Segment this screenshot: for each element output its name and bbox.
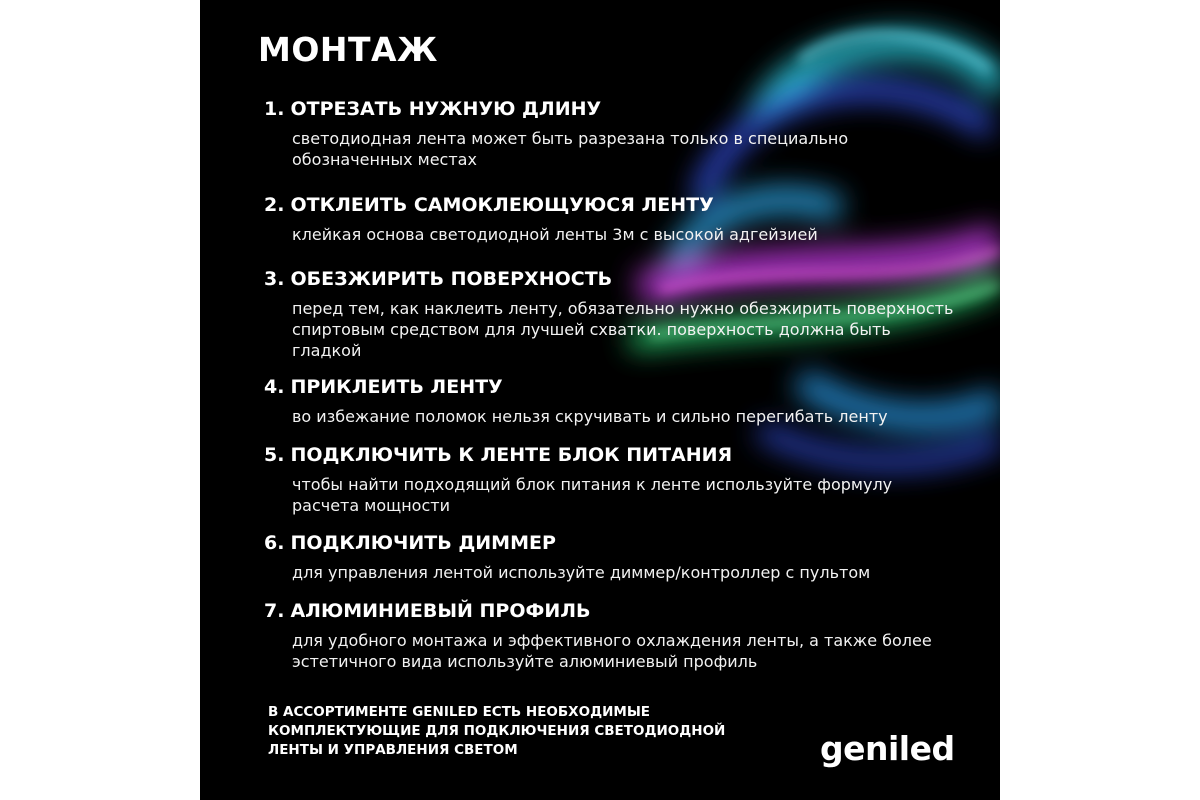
step-heading — [264, 442, 964, 468]
step-degrease-surface — [264, 266, 964, 361]
step-description-line: для удобного монтажа и эффективного охлаждения ленты, а также более — [292, 631, 932, 650]
step-description-line: клейкая основа светодиодной ленты 3м с высокой адгейзией — [292, 225, 818, 244]
step-aluminium-profile — [264, 598, 964, 672]
step-stick-tape — [264, 374, 964, 427]
step-description — [292, 298, 957, 361]
step-heading-text: ПОДКЛЮЧИТЬ ДИММЕР — [290, 532, 556, 554]
step-description-line: во избежание поломок нельзя скручивать и сильно перегибать ленту — [292, 407, 888, 426]
step-description — [292, 474, 957, 516]
step-connect-power-supply — [264, 442, 964, 516]
step-description-line: обозначенных местах — [292, 150, 477, 169]
step-heading-text: ОБЕЗЖИРИТЬ ПОВЕРХНОСТЬ — [290, 268, 613, 290]
step-number: 4. — [264, 376, 285, 398]
step-description-line: расчета мощности — [292, 496, 450, 515]
step-description-line: гладкой — [292, 341, 362, 360]
step-description — [292, 224, 957, 245]
step-description-line: эстетичного вида используйте алюминиевый профиль — [292, 652, 758, 671]
assortment-note-line: ЛЕНТЫ И УПРАВЛЕНИЯ СВЕТОМ — [268, 742, 518, 758]
step-heading-text: АЛЮМИНИЕВЫЙ ПРОФИЛЬ — [290, 600, 591, 622]
step-description — [292, 630, 957, 672]
step-heading-text: ПОДКЛЮЧИТЬ К ЛЕНТЕ БЛОК ПИТАНИЯ — [290, 444, 733, 466]
assortment-note — [268, 703, 738, 760]
step-description-line: для управления лентой используйте диммер/контроллер с пультом — [292, 563, 871, 582]
step-heading — [264, 266, 964, 292]
step-heading-text: ОТРЕЗАТЬ НУЖНУЮ ДЛИНУ — [290, 98, 602, 120]
step-heading — [264, 530, 964, 556]
step-description — [292, 128, 957, 170]
step-number: 7. — [264, 600, 285, 622]
step-number: 2. — [264, 194, 285, 216]
step-description-line: перед тем, как наклеить ленту, обязательно нужно обезжирить поверхность — [292, 299, 954, 318]
step-number: 5. — [264, 444, 285, 466]
step-heading-text: ПРИКЛЕИТЬ ЛЕНТУ — [290, 376, 503, 398]
step-description-line: светодиодная лента может быть разрезана только в специально — [292, 129, 849, 148]
step-heading — [264, 374, 964, 400]
step-number: 3. — [264, 268, 285, 290]
step-cut-length — [264, 96, 964, 170]
geniled-logo — [820, 720, 960, 780]
step-connect-dimmer — [264, 530, 964, 583]
instruction-card — [200, 0, 1000, 800]
step-heading — [264, 96, 964, 122]
assortment-note-line: В АССОРТИМЕНТЕ GENILED ЕСТЬ НЕОБХОДИМЫЕ — [268, 704, 651, 720]
step-heading-text: ОТКЛЕИТЬ САМОКЛЕЮЩУЮСЯ ЛЕНТУ — [290, 194, 714, 216]
assortment-note-line: КОМПЛЕКТУЮЩИЕ ДЛЯ ПОДКЛЮЧЕНИЯ СВЕТОДИОДНОЙ — [268, 723, 726, 739]
step-description — [292, 406, 957, 427]
page-title: МОНТАЖ — [258, 30, 438, 69]
step-description-line: спиртовым средством для лучшей схватки. поверхность должна быть — [292, 320, 891, 339]
step-heading — [264, 598, 964, 624]
step-description-line: чтобы найти подходящий блок питания к ленте используйте формулу — [292, 475, 893, 494]
step-number: 6. — [264, 532, 285, 554]
step-heading — [264, 192, 964, 218]
geniled-logo-text: geniled — [820, 729, 955, 768]
step-number: 1. — [264, 98, 285, 120]
step-description — [292, 562, 957, 583]
step-peel-adhesive — [264, 192, 964, 245]
